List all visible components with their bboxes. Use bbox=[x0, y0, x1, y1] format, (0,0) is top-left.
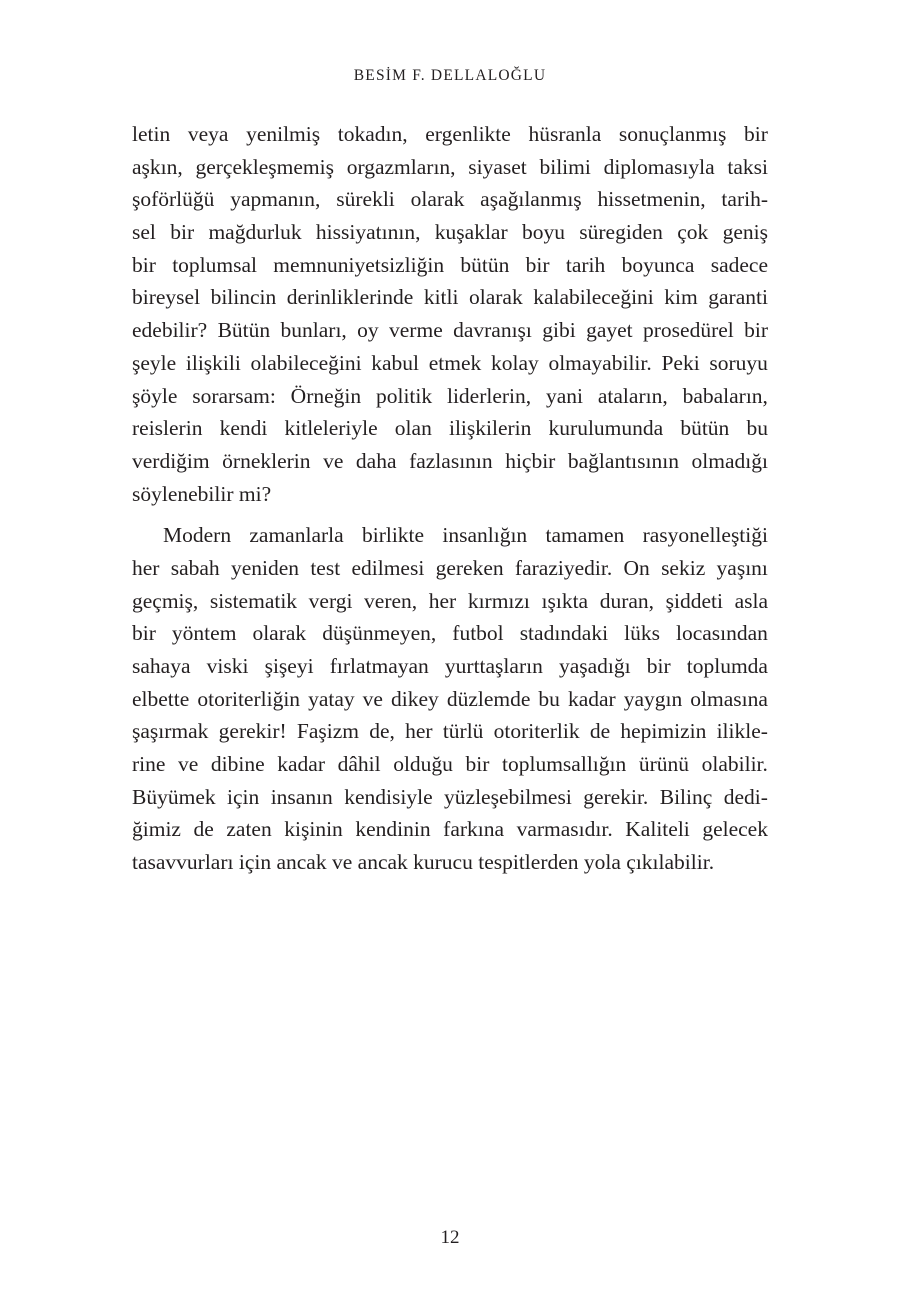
word: otoriterlik bbox=[493, 719, 580, 744]
text-line bbox=[132, 715, 768, 748]
word: bir bbox=[646, 654, 671, 678]
word: bir bbox=[744, 122, 768, 146]
word: kendi bbox=[219, 416, 268, 441]
word: her bbox=[428, 588, 457, 613]
word: boyunca bbox=[621, 252, 695, 277]
word: gibi bbox=[542, 318, 576, 343]
word: olmadığı bbox=[691, 448, 768, 473]
paragraph-spacer bbox=[132, 510, 768, 519]
word: lüks bbox=[624, 621, 660, 646]
word: letin bbox=[132, 122, 171, 146]
word: tamamen bbox=[545, 523, 625, 548]
word: rasyonelleştiği bbox=[642, 523, 768, 548]
word: şiddeti bbox=[665, 588, 723, 613]
word: bağlantısının bbox=[567, 448, 679, 473]
word: gelecek bbox=[702, 817, 768, 842]
page-number: 12 bbox=[440, 1227, 460, 1248]
word: şaşırmak bbox=[132, 719, 209, 744]
word: garanti bbox=[708, 285, 768, 310]
word: de bbox=[193, 817, 214, 842]
word: bir bbox=[744, 318, 768, 343]
word: dedi- bbox=[723, 784, 768, 809]
word: sürekli bbox=[336, 187, 395, 212]
word: prosedürel bbox=[643, 318, 734, 343]
word: gerekir! bbox=[218, 719, 287, 744]
word: ilişkili bbox=[185, 350, 241, 375]
word: olarak bbox=[410, 187, 465, 212]
word: bireysel bbox=[132, 285, 201, 310]
word: örneklerin bbox=[222, 448, 311, 473]
word: bütün bbox=[460, 252, 510, 277]
word: her bbox=[132, 555, 160, 580]
word: hissiyatının, bbox=[315, 220, 421, 245]
word: tarih bbox=[565, 252, 606, 277]
word: insanlığın bbox=[442, 523, 528, 548]
word: fazlasının bbox=[409, 448, 493, 473]
word: sadece bbox=[710, 252, 768, 277]
word: geniş bbox=[722, 220, 768, 245]
text-line: söylenebilir mi? bbox=[132, 481, 272, 506]
word: bir bbox=[132, 252, 156, 277]
word: politik bbox=[375, 383, 433, 408]
word: zamanlarla bbox=[249, 523, 344, 548]
text-line bbox=[132, 683, 768, 716]
word: Kaliteli bbox=[625, 817, 690, 842]
word: tokadın, bbox=[337, 122, 408, 146]
word: viski bbox=[206, 654, 249, 678]
word: daha bbox=[355, 448, 397, 473]
running-head-author: BESİM F. DELLALOĞLU bbox=[353, 67, 547, 84]
word: Örneğin bbox=[290, 383, 362, 408]
word: de, bbox=[369, 719, 395, 744]
word: hepimizin bbox=[620, 719, 707, 744]
word: olabilir. bbox=[701, 752, 768, 777]
word: reislerin bbox=[132, 416, 203, 441]
word: stadındaki bbox=[519, 621, 609, 646]
text-line bbox=[132, 314, 768, 347]
word: toplumsal bbox=[172, 252, 257, 277]
word: kabul bbox=[371, 350, 420, 375]
word: siyaset bbox=[468, 154, 527, 179]
word: yani bbox=[546, 383, 584, 408]
word: gayet bbox=[586, 318, 633, 343]
word: memnuniyetsizliğin bbox=[273, 252, 445, 277]
text-line bbox=[132, 380, 768, 413]
word: yüzleşebilmesi bbox=[444, 784, 572, 809]
word: ilişkilerin bbox=[448, 416, 532, 441]
word: bir bbox=[525, 252, 550, 277]
text-line bbox=[132, 445, 768, 478]
word: yaygın bbox=[623, 686, 683, 711]
word: gereken bbox=[435, 555, 504, 580]
word: ataların, bbox=[597, 383, 668, 408]
word: dikey bbox=[391, 686, 439, 711]
word: faraziyedir. bbox=[514, 555, 613, 580]
word: ilikle- bbox=[716, 719, 768, 744]
word: şöyle bbox=[132, 383, 178, 408]
word: kadar bbox=[567, 686, 616, 711]
word: toplumda bbox=[686, 654, 768, 678]
word: boyu bbox=[521, 220, 565, 245]
word: yenilmiş bbox=[246, 122, 321, 146]
text-line bbox=[132, 281, 768, 314]
word: Bütün bbox=[217, 318, 271, 343]
paragraph-1 bbox=[132, 118, 768, 510]
word: kim bbox=[664, 285, 698, 310]
word: türlü bbox=[442, 719, 484, 744]
word: locasından bbox=[675, 621, 768, 646]
word: ışıkta bbox=[541, 588, 589, 613]
word: düşünmeyen, bbox=[322, 621, 437, 646]
word: yaşadığı bbox=[558, 654, 631, 678]
word: varmasıdır. bbox=[516, 817, 613, 842]
word: etmek bbox=[428, 350, 482, 375]
word: ve bbox=[178, 752, 199, 777]
word: aşağılanmış bbox=[480, 187, 582, 212]
word: sahaya bbox=[132, 654, 191, 678]
word: gerekir. bbox=[583, 784, 649, 809]
paragraph-2 bbox=[132, 519, 768, 879]
word: sistematik bbox=[209, 588, 298, 613]
text-line bbox=[132, 519, 768, 552]
word: düzlemde bbox=[446, 686, 531, 711]
word: kuşaklar bbox=[434, 220, 508, 245]
word: tarih- bbox=[721, 187, 768, 212]
word: elbette bbox=[132, 686, 190, 711]
word: zaten bbox=[226, 817, 272, 842]
text-line bbox=[132, 617, 768, 650]
word: davranışı bbox=[453, 318, 532, 343]
word: insanın bbox=[270, 784, 333, 809]
word: kalabileceğini bbox=[533, 285, 654, 310]
word: bir bbox=[132, 621, 156, 646]
word: olmasına bbox=[690, 686, 768, 711]
word: kadar bbox=[277, 752, 326, 777]
word: yeniden bbox=[230, 555, 300, 580]
word: yöntem bbox=[171, 621, 237, 646]
word: hüsranla bbox=[528, 122, 602, 146]
word: kolay bbox=[490, 350, 539, 375]
word: kırmızı bbox=[467, 588, 530, 613]
text-line bbox=[132, 347, 768, 380]
word: dâhil bbox=[337, 752, 381, 777]
word: birlikte bbox=[361, 523, 425, 548]
word: ve bbox=[362, 686, 383, 711]
word: Modern bbox=[163, 523, 232, 548]
word: soruyu bbox=[709, 350, 768, 375]
word: dibine bbox=[210, 752, 265, 777]
word: sekiz bbox=[661, 555, 706, 580]
word: kitleleriyle bbox=[284, 416, 378, 441]
word: vergi bbox=[308, 588, 353, 613]
word: bütün bbox=[680, 416, 730, 441]
word: kendinin bbox=[355, 817, 431, 842]
word: verdiğim bbox=[132, 448, 210, 473]
word: diplomasıyla bbox=[603, 154, 715, 179]
word: sel bbox=[132, 220, 156, 245]
word: olmayabilir. bbox=[548, 350, 652, 375]
word: şeyle bbox=[132, 350, 177, 375]
word: yaşını bbox=[716, 555, 768, 580]
word: sorarsam: bbox=[192, 383, 276, 408]
text-line bbox=[132, 118, 768, 151]
word: süregiden bbox=[579, 220, 663, 245]
word: yapmanın, bbox=[230, 187, 321, 212]
word: hissetmenin, bbox=[597, 187, 706, 212]
word: olan bbox=[394, 416, 432, 441]
word: şoförlüğü bbox=[132, 187, 215, 212]
body-text bbox=[132, 118, 768, 879]
word: bu bbox=[538, 686, 560, 711]
word: için bbox=[227, 784, 260, 809]
word: olduğu bbox=[393, 752, 453, 777]
text-line bbox=[132, 249, 768, 282]
word: mağdurluk bbox=[208, 220, 302, 245]
text-line bbox=[132, 552, 768, 585]
word: kurulumunda bbox=[548, 416, 664, 441]
word: olarak bbox=[468, 285, 523, 310]
text-line bbox=[132, 781, 768, 814]
word: orgazmların, bbox=[346, 154, 456, 179]
word: olabileceğini bbox=[250, 350, 362, 375]
word: aşkın, bbox=[132, 154, 183, 179]
word: bir bbox=[170, 220, 195, 245]
text-line bbox=[132, 183, 768, 216]
word: test bbox=[310, 555, 341, 580]
word: Bilinç bbox=[659, 784, 713, 809]
word: sabah bbox=[170, 555, 220, 580]
word: de bbox=[589, 719, 611, 744]
word: gerçekleşmemiş bbox=[195, 154, 334, 179]
text-line bbox=[132, 813, 768, 846]
word: rine bbox=[132, 752, 166, 777]
word: bilincin bbox=[210, 285, 277, 310]
word: bilimi bbox=[539, 154, 591, 179]
word: bir bbox=[465, 752, 490, 777]
word: bunları, bbox=[280, 318, 347, 343]
word: ergenlikte bbox=[425, 122, 511, 146]
word: kitli bbox=[423, 285, 459, 310]
word: fırlatmayan bbox=[329, 654, 429, 678]
word: kişinin bbox=[284, 817, 343, 842]
word: Peki bbox=[661, 350, 700, 375]
word: çok bbox=[677, 220, 709, 245]
word: otoriterliğin bbox=[197, 686, 301, 711]
word: olarak bbox=[252, 621, 307, 646]
word: her bbox=[405, 719, 433, 744]
text-line bbox=[132, 585, 768, 618]
word: oy bbox=[357, 318, 379, 343]
text-line bbox=[132, 412, 768, 445]
word: edilmesi bbox=[351, 555, 425, 580]
word: yatay bbox=[308, 686, 355, 711]
word: ve bbox=[323, 448, 344, 473]
word: geçmiş, bbox=[132, 588, 199, 613]
word: Faşizm bbox=[296, 719, 360, 744]
text-line bbox=[132, 151, 768, 184]
text-line bbox=[132, 650, 768, 683]
word: asla bbox=[734, 588, 768, 613]
text-line bbox=[132, 216, 768, 249]
word: ürünü bbox=[638, 752, 690, 777]
word: hiçbir bbox=[505, 448, 556, 473]
word: veren, bbox=[364, 588, 418, 613]
word: sonuçlanmış bbox=[618, 122, 727, 146]
word: farkına bbox=[443, 817, 505, 842]
word: edebilir? bbox=[132, 318, 208, 343]
word: yurttaşların bbox=[444, 654, 543, 678]
text-line bbox=[132, 748, 768, 781]
text-line: tasavvurları için ancak ve ancak kurucu tespitlerden yola çıkılabilir. bbox=[132, 850, 715, 875]
word: futbol bbox=[452, 621, 504, 646]
word: veya bbox=[187, 122, 229, 146]
word: toplumsallığın bbox=[502, 752, 627, 777]
word: Büyümek bbox=[132, 784, 216, 809]
word: duran, bbox=[599, 588, 655, 613]
word: ğimiz bbox=[132, 817, 181, 842]
word: şişeyi bbox=[264, 654, 314, 678]
word: verme bbox=[389, 318, 443, 343]
word: kendisiyle bbox=[344, 784, 433, 809]
word: bu bbox=[746, 416, 768, 441]
word: On bbox=[623, 555, 650, 580]
word: babaların, bbox=[682, 383, 768, 408]
word: liderlerin, bbox=[446, 383, 532, 408]
word: taksi bbox=[727, 154, 768, 179]
word: derinliklerinde bbox=[286, 285, 414, 310]
